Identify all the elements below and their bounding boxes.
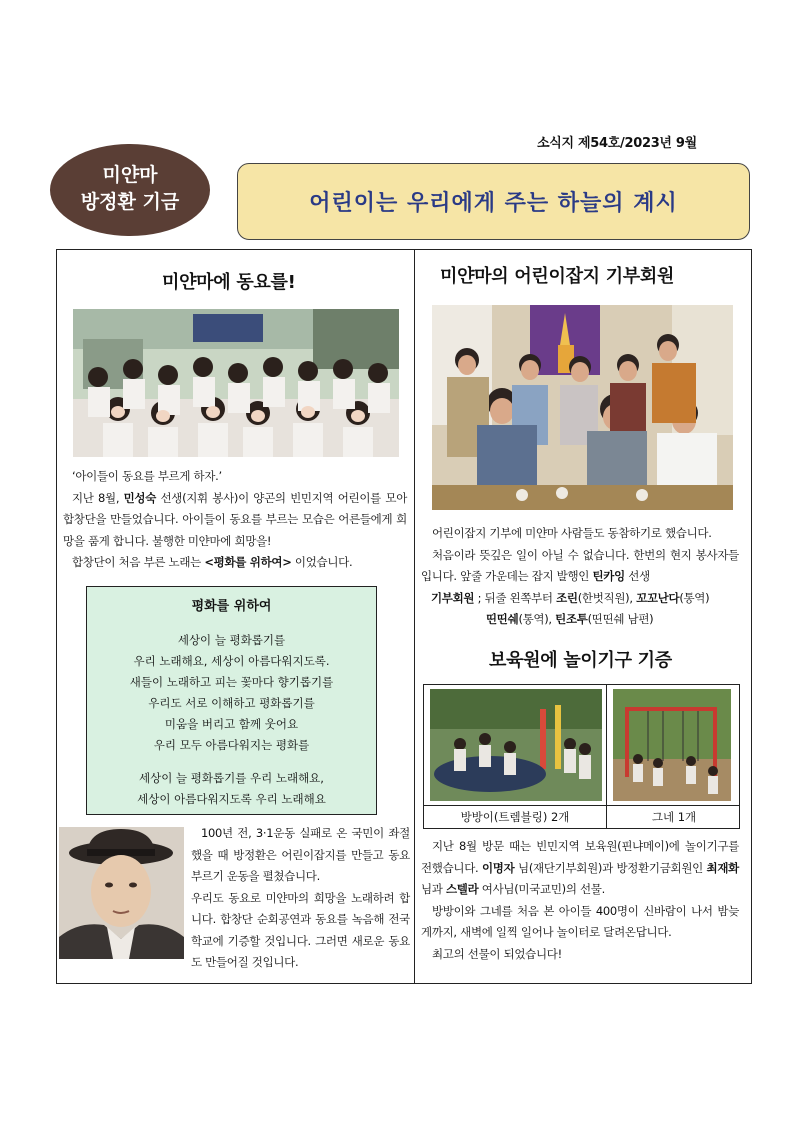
- donor-members-2: 띤띤쉐(통역), 틴조투(띤띤쉐 남편): [486, 612, 654, 626]
- right-section-title-2: 보육원에 놀이기구 기증: [489, 650, 672, 671]
- fund-badge: [50, 144, 210, 236]
- donor-name: 이명자: [482, 860, 515, 875]
- right-section-title: 미얀마의 어린이잡지 기부회원: [440, 266, 675, 287]
- donor-group-photo: [432, 305, 733, 510]
- trampoline-photo: [430, 689, 602, 801]
- badge-line-2: 방정환 기금: [80, 191, 180, 213]
- donor-volunteers: 처음이라 뜻깊은 일이 아닐 수 없습니다. 한번의 현지 봉사자들입니다. 앞줄 가운데는 잡지 발행인 틴카잉 선생: [421, 547, 739, 583]
- left-section-title: 미얀마에 동요를!: [162, 272, 296, 293]
- poem-line: 우리 모두 아름다워지는 평화를: [153, 738, 310, 752]
- playground-photo-table: [423, 684, 740, 829]
- donor-members: 기부회원 ; 뒤줄 왼쪽부터 조린(한벗직원), 꼬꼬난다(통역): [431, 590, 710, 605]
- poem-line: 세상이 아름다워지도록 우리 노래해요: [137, 792, 326, 806]
- playground-paragraph: 지난 8월 방문 때는 빈민지역 보육원(핀냐메이)에 놀이기구를 전했습니다. 이명자 님(재단기부회원)과 방정환기금회원인 최재화 님과 스텔라 여사님(미국교민)의 선물.: [421, 839, 739, 896]
- column-divider: [414, 249, 415, 984]
- trampoline-caption: 방방이(트렘블링) 2개: [460, 810, 570, 824]
- left-history-text: [191, 823, 410, 974]
- headline-banner: [237, 163, 750, 240]
- song-title: <평화를 위하여>: [204, 555, 292, 569]
- left-choir-paragraph: 지난 8월, 민성숙 선생(지휘 봉사)이 양곤의 빈민지역 어린이를 모아 합창단을 만들었습니다. 아이들이 동요를 부르는 모습은 어른들에게 희망을 품게 합니다. 불행한 미얀마에 희망을!: [63, 490, 408, 548]
- publisher-name: 틴카잉: [592, 569, 625, 583]
- member-name: 틴조투: [555, 612, 588, 626]
- poem-line: 우리 노래해요, 세상이 아름다워지도록.: [133, 654, 330, 668]
- children-paragraph: 방방이와 그네를 처음 본 아이들 400명이 신바람이 나서 밤늦게까지, 새벽에 일찍 일어나 놀이터로 달려온답니다.: [421, 903, 739, 939]
- right-playground-text: [421, 836, 739, 965]
- bang-jeonghwan-portrait: [59, 827, 184, 959]
- poem-line: 세상이 늘 평화롭기를: [177, 633, 286, 647]
- poem-line: 세상이 늘 평화롭기를 우리 노래해요,: [139, 771, 324, 785]
- left-song-paragraph: 합창단이 처음 부른 노래는 <평화를 위하여> 이었습니다.: [72, 555, 353, 569]
- member-label: 기부회원: [431, 590, 475, 605]
- swing-caption: 그네 1개: [651, 810, 697, 824]
- donor-name: 최재화: [706, 860, 739, 875]
- donor-name: 스텔라: [445, 882, 479, 896]
- choir-photo: [73, 309, 399, 457]
- poem-line: 우리도 서로 이해하고 평화롭기를: [148, 696, 315, 710]
- member-name: 꼬꼬난다: [636, 590, 680, 605]
- left-quote: ‘아이들이 동요를 부르게 하자.’: [72, 469, 222, 483]
- conductor-name: 민성숙: [123, 490, 157, 505]
- poem-line: 미움을 버리고 함께 웃어요: [164, 717, 299, 731]
- right-donor-text: [421, 523, 739, 631]
- poem-box: [86, 586, 377, 815]
- swing-photo: [613, 689, 731, 801]
- badge-line-1: 미얀마: [102, 164, 158, 186]
- plan-paragraph: 우리도 동요로 미얀마의 희망을 노래하려 합니다. 합창단 순회공연과 동요를 녹음해 전국 학교에 기증할 것입니다. 그러면 새로운 동요도 만들어질 것입니다.: [191, 890, 410, 969]
- donor-intro: 어린이잡지 기부에 미얀마 사람들도 동참하기로 했습니다.: [432, 526, 712, 540]
- poem-line: 새들이 노래하고 피는 꽃마다 향기롭기를: [129, 675, 334, 689]
- headline-text: 어린이는 우리에게 주는 하늘의 계시: [309, 191, 678, 216]
- closing-line: 최고의 선물이 되었습니다!: [432, 946, 562, 961]
- issue-number: 소식지 제54호/2023년 9월: [537, 136, 697, 151]
- member-name: 띤띤쉐: [486, 612, 519, 626]
- poem-title: 평화를 위하여: [191, 599, 272, 614]
- left-intro-text: [63, 466, 407, 574]
- member-name: 조린: [556, 590, 578, 605]
- history-paragraph: 100년 전, 3·1운동 실패로 온 국민이 좌절했을 때 방정환은 어린이잡지를 만들고 동요 부르기 운동을 펼쳤습니다.: [191, 826, 410, 883]
